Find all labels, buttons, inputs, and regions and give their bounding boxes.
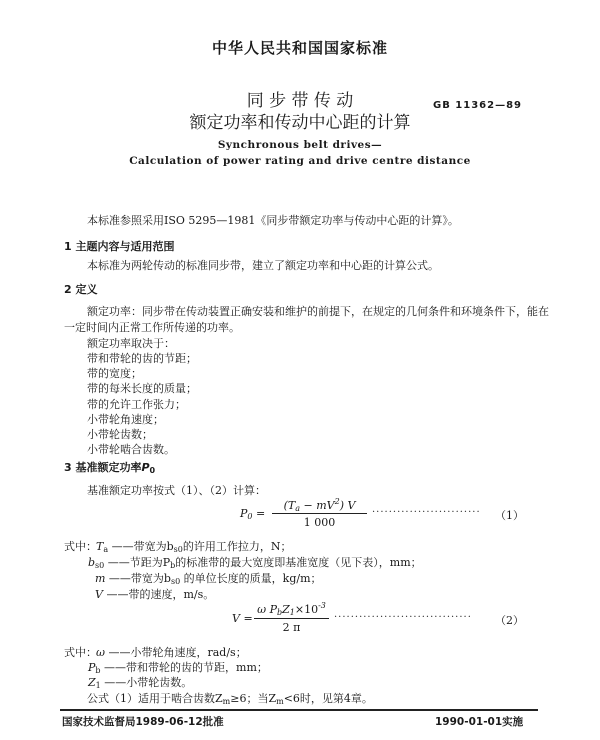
var-subscript: s0 [95,561,105,570]
eq2-num-part: Z [282,603,290,616]
var-description: ——带宽为b [108,540,174,553]
eq2-num-subscript: 1 [289,608,295,617]
definition-item: 带的宽度； [87,367,142,380]
section-3-calc-intro: 基准额定功率按式（1）、（2）计算： [87,484,266,497]
var-subscript: b [95,666,101,675]
var-subscript: a [103,545,109,554]
equation-2-numerator [254,601,329,617]
where-2-row [96,644,247,660]
definition-item: 带的每米长度的质量； [87,382,197,395]
var-description: ——小带轮角速度，rad/s； [104,646,247,659]
section-1-body: 本标准为两轮传动的标准同步带，建立了额定功率和中心距的计算公式。 [87,259,439,272]
var-subscript: 1 [95,681,101,690]
section-2-body-line-1: 额定功率：同步带在传动装置正确安装和维护的前提下，在规定的几何条件和环境条件下，能在 [87,305,549,318]
var-description-tail: 的标准带的最大宽度即基准宽度（见下表），mm； [175,556,422,569]
equation-1-lhs: $P_0$ = [240,507,266,521]
note-subscript: m [222,697,231,706]
var-symbol: P [88,661,96,674]
var-description: ——节距为P [104,556,171,569]
implementation-date: 1990-01-01实施 [435,716,524,728]
var-description-subscript: s0 [170,577,181,586]
eq1-num-part: (T [283,499,296,512]
standard-number: GB 11362—89 [433,100,523,111]
var-symbol: T [96,540,104,553]
section-3-heading-text: 3 基准额定功率 [64,461,142,474]
where-label-2: 式中： [64,646,97,659]
var-description: ——带宽为b [105,572,171,585]
where-1-row [95,570,322,586]
where-1-row [95,586,214,602]
section-3-heading-symbol: P [141,461,150,474]
section-2-list-intro: 额定功率取决于： [87,337,175,350]
eq2-lhs-symbol: V [232,612,240,625]
var-description: ——小带轮齿数。 [100,676,193,689]
equation-2-leader-dots: ································· [334,612,472,623]
eq1-num-superscript: 2 [334,497,340,506]
equation-1-number: （1） [495,509,524,522]
var-symbol: ω [96,646,105,659]
intro-paragraph: 本标准参照采用ISO 5295—1981《同步带额定功率与传动中心距的计算》。 [87,214,459,227]
where-2-row [88,674,192,690]
equation-1-leader-dots: ·························· [372,507,481,518]
section-3-heading [64,459,155,475]
section-2-heading: 2 定义 [64,283,98,296]
var-description: ——带的速度，m/s。 [102,588,215,601]
equation-2-lhs: V = [232,612,253,625]
issuing-country-heading: 中华人民共和国国家标准 [211,39,388,57]
equation-1-numerator [272,497,367,513]
equation-1-denominator: 1 000 [303,516,336,529]
var-symbol: Z [88,676,96,689]
var-description-subscript: s0 [173,545,183,554]
where-2-row [88,659,268,675]
english-title-line-2: Calculation of power rating and drive centre distance [129,155,471,167]
eq1-num-part: − mV [300,499,335,512]
definition-item: 小带轮齿数； [87,428,153,441]
var-symbol: V [95,588,103,601]
eq1-lhs-subscript: 0 [247,512,253,521]
equation-2-fraction-bar [254,618,329,619]
var-description-tail: 的许用工作拉力，N； [182,540,292,553]
var-description: ——带和带轮的齿的节距，mm； [100,661,268,674]
var-description-tail: 的单位长度的质量，kg/m； [180,572,322,585]
definition-item: 小带轮角速度； [87,413,164,426]
eq2-num-superscript: -3 [318,601,326,610]
eq2-num-part: ×10 [294,603,319,616]
eq2-num-part: ω P [257,603,277,616]
formula-applicability-note [87,690,373,706]
where-1-row [96,538,292,554]
definition-item: 带和带轮的齿的节距； [87,352,197,365]
title-line-2: 额定功率和传动中心距的计算 [189,113,411,133]
footer-rule [60,709,538,711]
section-1-heading: 1 主题内容与适用范围 [64,240,175,253]
where-1-row [88,554,422,570]
eq1-num-part: ) V [339,499,356,512]
section-2-body-line-2: 一定时间内正常工作所传递的功率。 [64,321,240,334]
var-symbol: b [88,556,96,569]
note-subscript: m [276,697,284,706]
note-text: <6时，见第4章。 [283,692,373,705]
section-3-heading-subscript: 0 [149,466,156,475]
english-title-line-1: Synchronous belt drives— [217,139,383,151]
var-symbol: m [95,572,106,585]
equation-1-fraction-bar [272,513,367,514]
var-description-subscript: b [170,561,176,570]
eq1-lhs-symbol: P [240,507,248,520]
definition-item: 小带轮啮合齿数。 [87,443,175,456]
eq1-num-subscript: a [295,504,300,513]
title-line-1: 同 步 带 传 动 [246,91,354,111]
definition-item: 带的允许工作张力； [87,398,186,411]
equation-2-denominator: 2 π [282,621,301,634]
note-text: ≥6；当Z [230,692,277,705]
note-text: 公式（1）适用于啮合齿数Z [87,692,223,705]
approval-date: 国家技术监督局1989-06-12批准 [62,716,224,728]
equation-2-number: （2） [495,614,524,627]
where-label-1: 式中： [64,540,97,553]
eq2-num-subscript: b [276,608,283,617]
